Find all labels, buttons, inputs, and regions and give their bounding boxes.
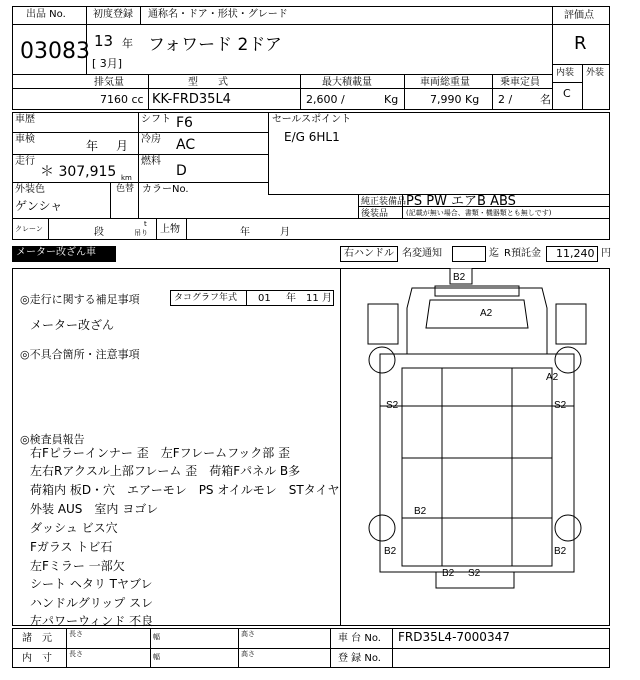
meter-tampered-banner: メーター改ざん車 — [12, 246, 116, 262]
name-change-box — [452, 246, 486, 262]
report-line: 外装 AUS 室内 ヨゴレ — [30, 502, 159, 516]
score: R — [574, 33, 587, 54]
color: ゲンシャ — [15, 199, 63, 213]
damage-mark: S2 — [386, 400, 399, 411]
first-reg-label: 初度登録 — [93, 9, 133, 20]
tacho-month: 11 — [306, 293, 319, 304]
recycle-amount: 11,240 — [556, 247, 595, 260]
report-line: 右Fピラーインナー 歪 左Fフレームフック部 歪 — [30, 446, 291, 460]
truck-bed-outline — [380, 354, 574, 572]
supplement-title: ◎走行に関する補足事項 — [20, 293, 140, 306]
model-code: KK-FRD35L4 — [152, 92, 231, 107]
chassis-label: 車 台 No. — [338, 633, 381, 644]
capacity-unit: 名 — [540, 93, 551, 106]
sales-point: E/G 6HL1 — [284, 130, 340, 144]
color-change-label: 色替 — [116, 184, 135, 194]
inspector-title: ◎検査員報告 — [20, 433, 85, 446]
damage-mark: B2 — [453, 272, 466, 283]
gross-weight-label: 車両総重量 — [420, 77, 470, 88]
windshield — [426, 300, 528, 328]
reg-month: [ 3月] — [92, 57, 123, 70]
cab-outline — [407, 288, 547, 354]
recycle-unit: 円 — [601, 248, 611, 259]
max-load-label: 最大積載量 — [322, 77, 372, 88]
length-label: 長さ — [69, 650, 83, 658]
damage-mark: B2 — [384, 546, 397, 557]
tacho-month-unit: 月 — [322, 293, 332, 304]
reg-year: 13 — [94, 32, 114, 50]
name-label: 通称名・ドア・形状・グレード — [148, 9, 288, 20]
equipment-label: 純正装備品 — [361, 197, 407, 207]
interior-grade: C — [563, 87, 571, 100]
max-load: 2,600 / — [306, 93, 345, 106]
name-change-label: 名変通知 — [402, 248, 442, 259]
tacho-year-unit: 年 — [286, 293, 296, 304]
width-label: 幅 — [153, 653, 160, 661]
damage-mark: A2 — [480, 308, 493, 319]
steering: 右ハンドル — [344, 248, 394, 259]
damage-mark: S2 — [468, 568, 481, 579]
model-name: フォワード 2ドア — [148, 35, 282, 55]
report-line: シート ヘタリ Tヤブレ — [30, 577, 153, 591]
ac-label: 冷房 — [141, 134, 161, 145]
capacity-label: 乗車定員 — [500, 77, 540, 88]
mileage-unit: km — [121, 174, 132, 182]
damage-mark: B2 — [414, 506, 427, 517]
fuel: D — [176, 163, 187, 179]
shift: F6 — [176, 115, 193, 131]
recycle-label: R預託金 — [504, 248, 541, 259]
report-line: Fガラス トビ石 — [30, 540, 113, 554]
damage-mark: B2 — [554, 546, 567, 557]
tacho-label: タコグラフ年式 — [174, 293, 238, 303]
capacity: 2 / — [498, 93, 513, 106]
damage-mark: B2 — [442, 568, 455, 579]
truck-bed-inner — [402, 368, 552, 566]
displacement-label: 排気量 — [94, 77, 124, 88]
chassis-number: FRD35L4-7000347 — [398, 630, 510, 644]
equipment: PS PW エアB ABS — [406, 194, 516, 209]
color-label: 外装色 — [15, 184, 45, 195]
supplement-text: メーター改ざん — [30, 318, 115, 332]
lot-number: 03083 — [20, 39, 90, 64]
height-label: 高さ — [241, 650, 255, 658]
aftermarket-label: 後装品 — [361, 209, 389, 219]
deadline-label: 迄 — [489, 248, 499, 259]
reg-year-unit: 年 — [122, 37, 133, 50]
wheel-rear-right — [555, 515, 581, 541]
report-line: ハンドルグリップ スレ — [30, 596, 154, 610]
wheel-front-left — [369, 347, 395, 373]
interior-dims-label: 内 寸 — [22, 653, 52, 664]
damage-mark: A2 — [546, 372, 559, 383]
upper-label: 上物 — [160, 224, 180, 235]
ac: AC — [176, 137, 196, 153]
interior-label: 内装 — [556, 68, 575, 78]
gross-weight: 7,990 Kg — [430, 93, 480, 106]
exterior-label: 外装 — [586, 68, 605, 78]
tacho-year: 01 — [258, 293, 271, 304]
inspection-month: 月 — [116, 139, 129, 153]
height-label: 高さ — [241, 630, 255, 638]
color-code-label: カラーNo. — [142, 184, 189, 195]
sales-point-label: セールスポイント — [272, 114, 352, 125]
mileage: ＊ 307,915 — [40, 164, 117, 180]
wheel-rear-left — [369, 515, 395, 541]
inspection-label: 車検 — [15, 134, 35, 145]
report-line: 左Fミラー 一部欠 — [30, 559, 125, 573]
crane-suspend: 吊り — [134, 229, 148, 237]
crane-label: クレーン — [15, 225, 43, 233]
right-mirror — [556, 304, 586, 344]
truck-diagram — [342, 268, 608, 624]
displacement: 7160 cc — [100, 93, 144, 106]
score-label: 評価点 — [564, 10, 594, 21]
left-mirror — [368, 304, 398, 344]
mileage-label: 走行 — [15, 156, 35, 167]
max-load-unit: Kg — [384, 93, 399, 106]
report-line: 左右Rアクスル上部フレーム 歪 荷箱Fパネル B多 — [30, 464, 301, 478]
width-label: 幅 — [153, 633, 160, 641]
shift-label: シフト — [141, 114, 171, 125]
report-line: 左パワーウィンド 不良 — [30, 614, 154, 628]
report-line: ダッシュ ビス穴 — [30, 521, 118, 535]
registration-label: 登 録 No. — [338, 653, 381, 664]
inspection-year: 年 — [86, 139, 99, 153]
model-code-label: 型 式 — [188, 77, 228, 88]
lot-label: 出品 No. — [26, 9, 66, 20]
upper-month: 月 — [280, 227, 290, 238]
report-line: 荷箱内 板D・穴 エアーモレ PS オイルモレ STタイヤ — [30, 483, 340, 497]
wheel-front-right — [555, 347, 581, 373]
aftermarket-note: (記載が無い場合、書類・機器類とも無しです) — [406, 209, 552, 217]
length-label: 長さ — [69, 630, 83, 638]
history-label: 車歴 — [15, 114, 35, 125]
crane-ton: t — [144, 220, 147, 228]
dims-label: 諸 元 — [22, 633, 52, 644]
damage-mark: S2 — [554, 400, 567, 411]
fuel-label: 燃料 — [141, 156, 161, 167]
crane-stage: 段 — [94, 227, 104, 238]
upper-year: 年 — [240, 227, 250, 238]
defects-title: ◎不具合箇所・注意事項 — [20, 348, 140, 361]
